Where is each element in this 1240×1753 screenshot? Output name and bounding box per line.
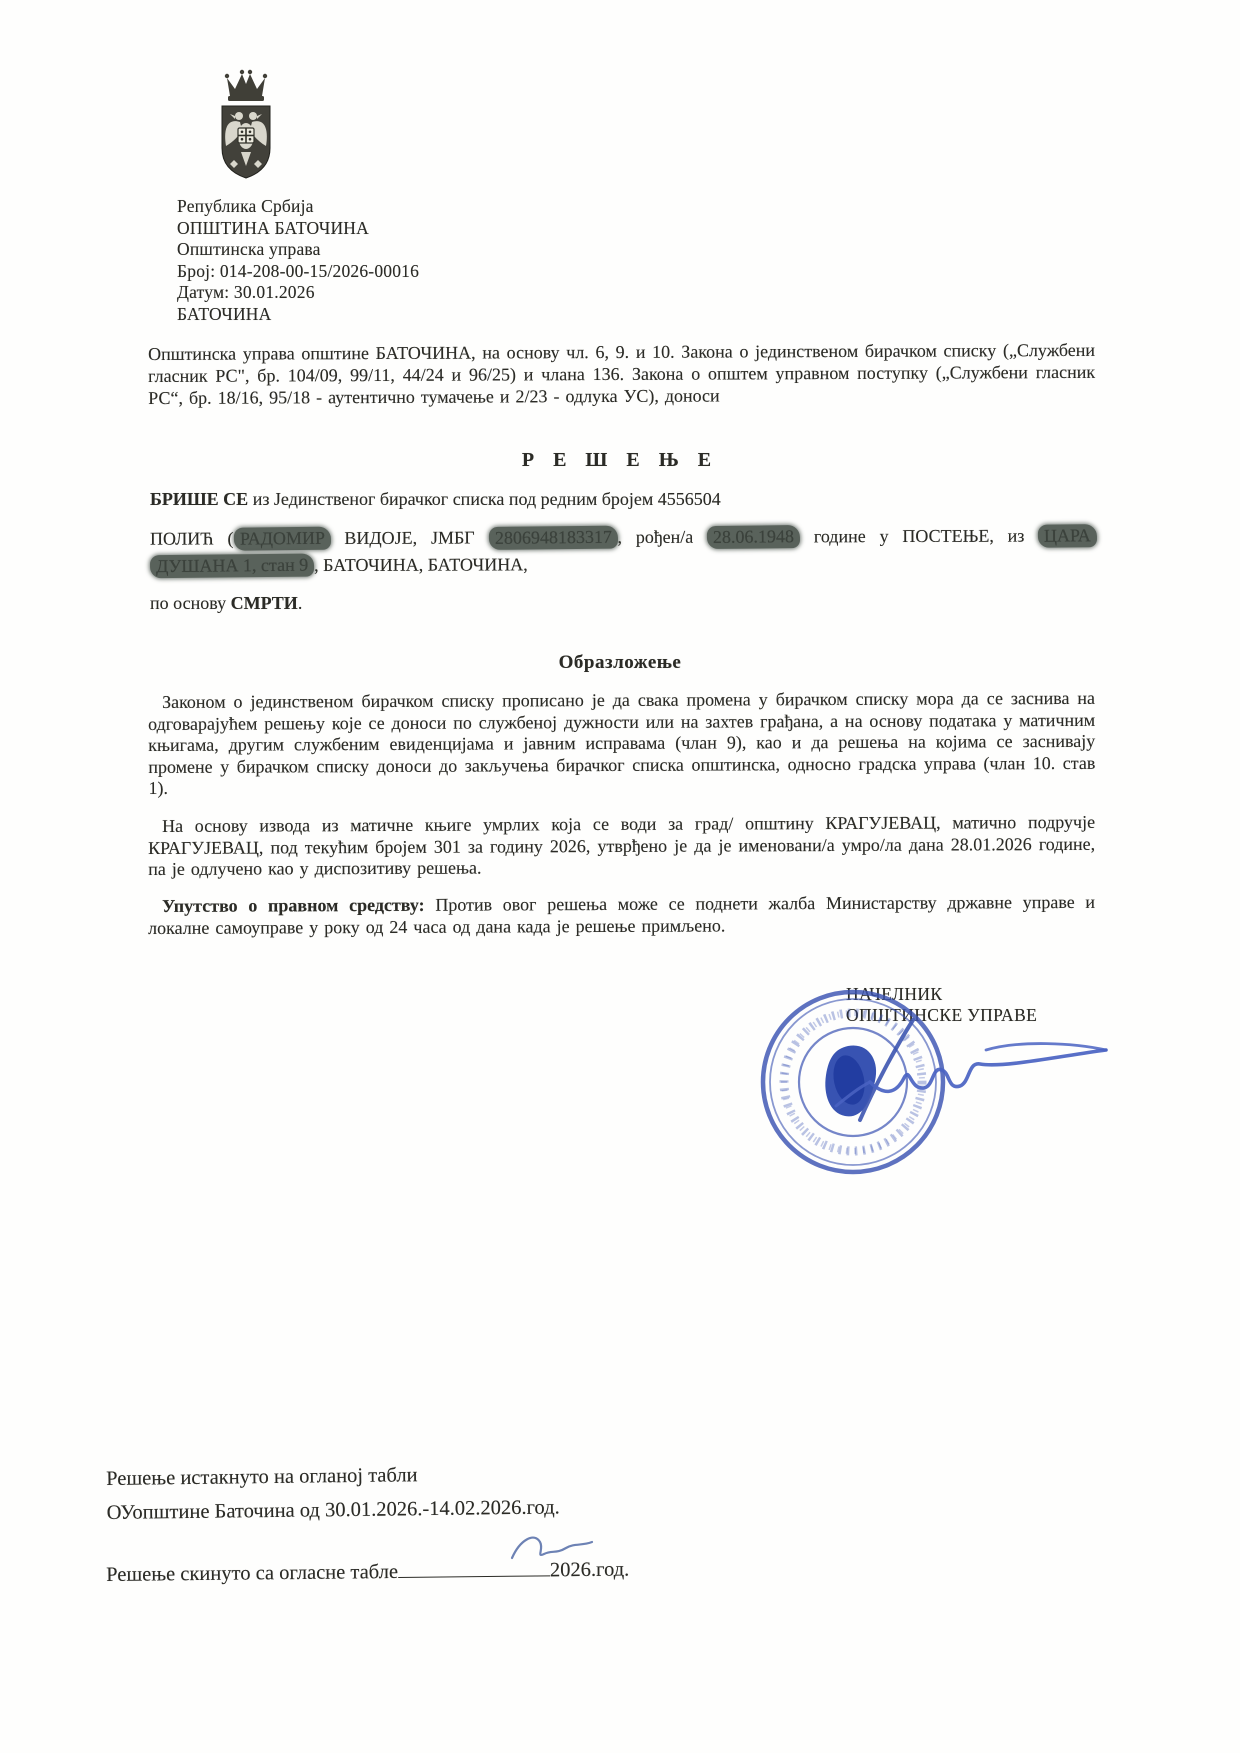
redacted-street-part1: ЦАРА	[1038, 524, 1097, 548]
official-stamp-and-signature	[748, 980, 1138, 1195]
case-number-value: 014-208-00-15/2026-00016	[219, 260, 420, 281]
person-given-name: ВИДОЈЕ, ЈМБГ	[330, 527, 489, 549]
legal-remedy-paragraph	[148, 892, 1095, 939]
person-municipality: , БАТОЧИНА, БАТОЧИНА,	[314, 554, 528, 576]
basis-value: СМРТИ	[230, 593, 298, 613]
date-label: Датум:	[177, 282, 230, 302]
case-number-label: Број:	[177, 260, 216, 281]
legal-remedy-lead: Упутство о правном средству:	[161, 894, 425, 916]
rationale-heading: Образложење	[558, 652, 682, 673]
redacted-birthdate: 28.06.1948	[707, 525, 800, 549]
deletion-basis	[150, 593, 302, 614]
operative-verb: БРИШЕ СЕ	[150, 489, 249, 509]
letterhead-municipality: ОПШТИНА БАТОЧИНА	[177, 217, 369, 238]
basis-period: .	[297, 593, 303, 613]
person-surname: ПОЛИЋ (	[149, 528, 234, 549]
removal-note-year: 2026.год.	[549, 1558, 630, 1582]
basis-label: по основу	[150, 593, 231, 613]
serbia-coat-of-arms-icon	[214, 66, 278, 180]
operative-verb-rest: из Јединственог бирачког списка под редним бројем 4556504	[248, 489, 721, 509]
rationale-paragraph-2-text: На основу извода из матичне књиге умрлих која се води за град/ општину КРАГУЈЕВАЦ, матично подручје КРАГУЈЕВАЦ, под текућим бројем 301 за годину 2026, утврђено је да је именовани/а умро/ла дана 28.01.2026 године, па је одлучено као у диспозитиву решења.	[148, 811, 1096, 879]
removal-note-text: Решење скинуто са огласне табле	[106, 1560, 399, 1586]
operative-lead	[150, 489, 721, 510]
decision-title: Р Е Ш Е Њ Е	[521, 449, 719, 471]
legal-remedy-text: Против овог решења може се поднети жалба Министарству државне управе и локалне самоуправе у року од 24 часа од дана када је решење примљено.	[148, 891, 1096, 938]
removal-note	[106, 1555, 629, 1587]
posting-note-line-2: ОУопштине Баточина од 30.01.2026.-14.02.2026.год.	[106, 1496, 560, 1524]
rationale-paragraph-1-text: Законом о јединственом бирачком списку прописано је да свака промена у бирачком списку мора да се заснива на одговарајућем решењу које се доноси по службеној дужности или на захтев грађана, а на основу података у матичним књигама, другим службеним евиденцијама и јавним исправама (члан 9), као и да решења на којима се заснивају промене у бирачком списку доноси до закључења бирачког списка општинска, односно градска управа (члан 10. став 1).	[148, 687, 1096, 798]
letterhead-department: Општинска управа	[177, 239, 321, 259]
born-label: , рођен/а	[617, 526, 708, 548]
redacted-jmbg: 2806948183317	[488, 526, 617, 550]
person-line-1	[150, 522, 1097, 552]
posting-note	[106, 1456, 560, 1530]
signature-scrawl	[836, 1020, 1106, 1120]
person-line-2	[150, 549, 1097, 579]
redacted-father-name: РАДОМИР	[233, 527, 330, 551]
signatory-title-1: НАЧЕЛНИК	[846, 984, 943, 1004]
signatory-title-2: ОПШТИНСКЕ УПРАВЕ	[846, 1005, 1038, 1025]
blank-fill-line	[398, 1555, 550, 1578]
operative-person	[150, 522, 1097, 579]
date-value: 30.01.2026	[233, 282, 315, 302]
rationale-paragraph-1	[148, 688, 1095, 800]
case-number-line	[177, 261, 419, 283]
letterhead-country: Република Србија	[177, 196, 314, 216]
rationale-paragraph-2	[148, 812, 1095, 881]
letterhead	[177, 196, 419, 325]
preamble-paragraph: Општинска управа општине БАТОЧИНА, на основу чл. 6, 9. и 10. Закона о јединственом бирачком списку („Службени гласник РС", бр. 104/09, 99/11, 44/24 и 96/25) и члана 136. Закона о општем управном поступку („Службени гласник РС“, бр. 18/16, 95/18 - аутентично тумачење и 2/23 - одлука УС), доноси	[148, 339, 1096, 408]
stamp-icon	[748, 980, 1138, 1195]
birth-place-text: године у ПОСТЕЊЕ, из	[799, 525, 1039, 547]
date-line	[177, 282, 419, 304]
redacted-street-part2: ДУШАНА 1, стан 9	[150, 554, 314, 579]
letterhead-place: БАТОЧИНА	[177, 303, 272, 324]
posting-note-line-1: Решење истакнуто на огланој табли	[106, 1464, 418, 1490]
